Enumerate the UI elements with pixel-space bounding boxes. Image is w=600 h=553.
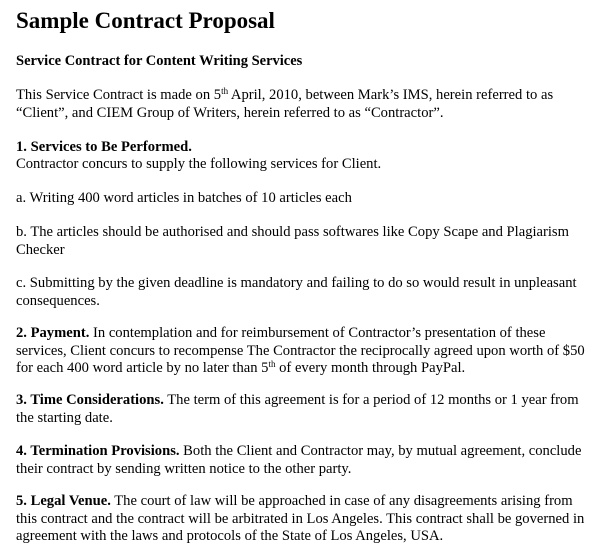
document-subtitle: Service Contract for Content Writing Services <box>16 53 303 69</box>
section-1-intro: Contractor concurs to supply the following services for Client. <box>16 156 382 172</box>
intro-text-end: April, 2010, between Mark’s IMS, herein referred to as “Client”, and CIEM Group of Writers, herein referred to as “Contractor”. <box>16 87 554 121</box>
section-4-paragraph <box>16 443 591 478</box>
service-item-c: c. Submitting by the given deadline is mandatory and failing to do so would result in unpleasant consequences. <box>16 275 577 309</box>
section-4-text: Both the Client and Contractor may, by mutual agreement, conclude their contract by sending written notice to the other party. <box>16 443 582 477</box>
section-2-heading: 2. Payment. <box>16 325 90 341</box>
service-item-a: a. Writing 400 word articles in batches of 10 articles each <box>16 190 352 206</box>
section-3-text: The term of this agreement is for a period of 12 months or 1 year from the starting date. <box>16 392 579 426</box>
section-2-text-end: of every month through PayPal. <box>275 360 466 376</box>
section-5-heading: 5. Legal Venue. <box>16 493 111 509</box>
section-3-paragraph <box>16 392 591 427</box>
section-2-superscript: th <box>268 359 276 369</box>
section-5-text: The court of law will be approached in case of any disagreements arising from this contract and the contract will be arbitrated in Los Angeles. This contract shall be governed in agreement with the laws and protocols of the State of Los Angeles, USA. <box>16 493 585 544</box>
section-1-heading: 1. Services to Be Performed. <box>16 139 192 155</box>
service-item-b: b. The articles should be authorised and should pass softwares like Copy Scape and Plagiarism Checker <box>16 224 569 258</box>
document-title: Sample Contract Proposal <box>16 8 275 33</box>
section-2-text-start: In contemplation and for reimbursement of Contractor’s presentation of these services, Client concurs to recompense The Contractor the reciprocally agreed upon worth of $50 for each 400 word article by no later than 5 <box>16 325 585 376</box>
section-4-heading: 4. Termination Provisions. <box>16 443 180 459</box>
intro-text-start: This Service Contract is made on 5 <box>16 87 222 103</box>
intro-paragraph <box>16 87 591 122</box>
section-2-paragraph <box>16 325 591 378</box>
section-5-paragraph <box>16 493 591 546</box>
section-3-heading: 3. Time Considerations. <box>16 392 164 408</box>
intro-date-superscript: th <box>221 86 229 96</box>
